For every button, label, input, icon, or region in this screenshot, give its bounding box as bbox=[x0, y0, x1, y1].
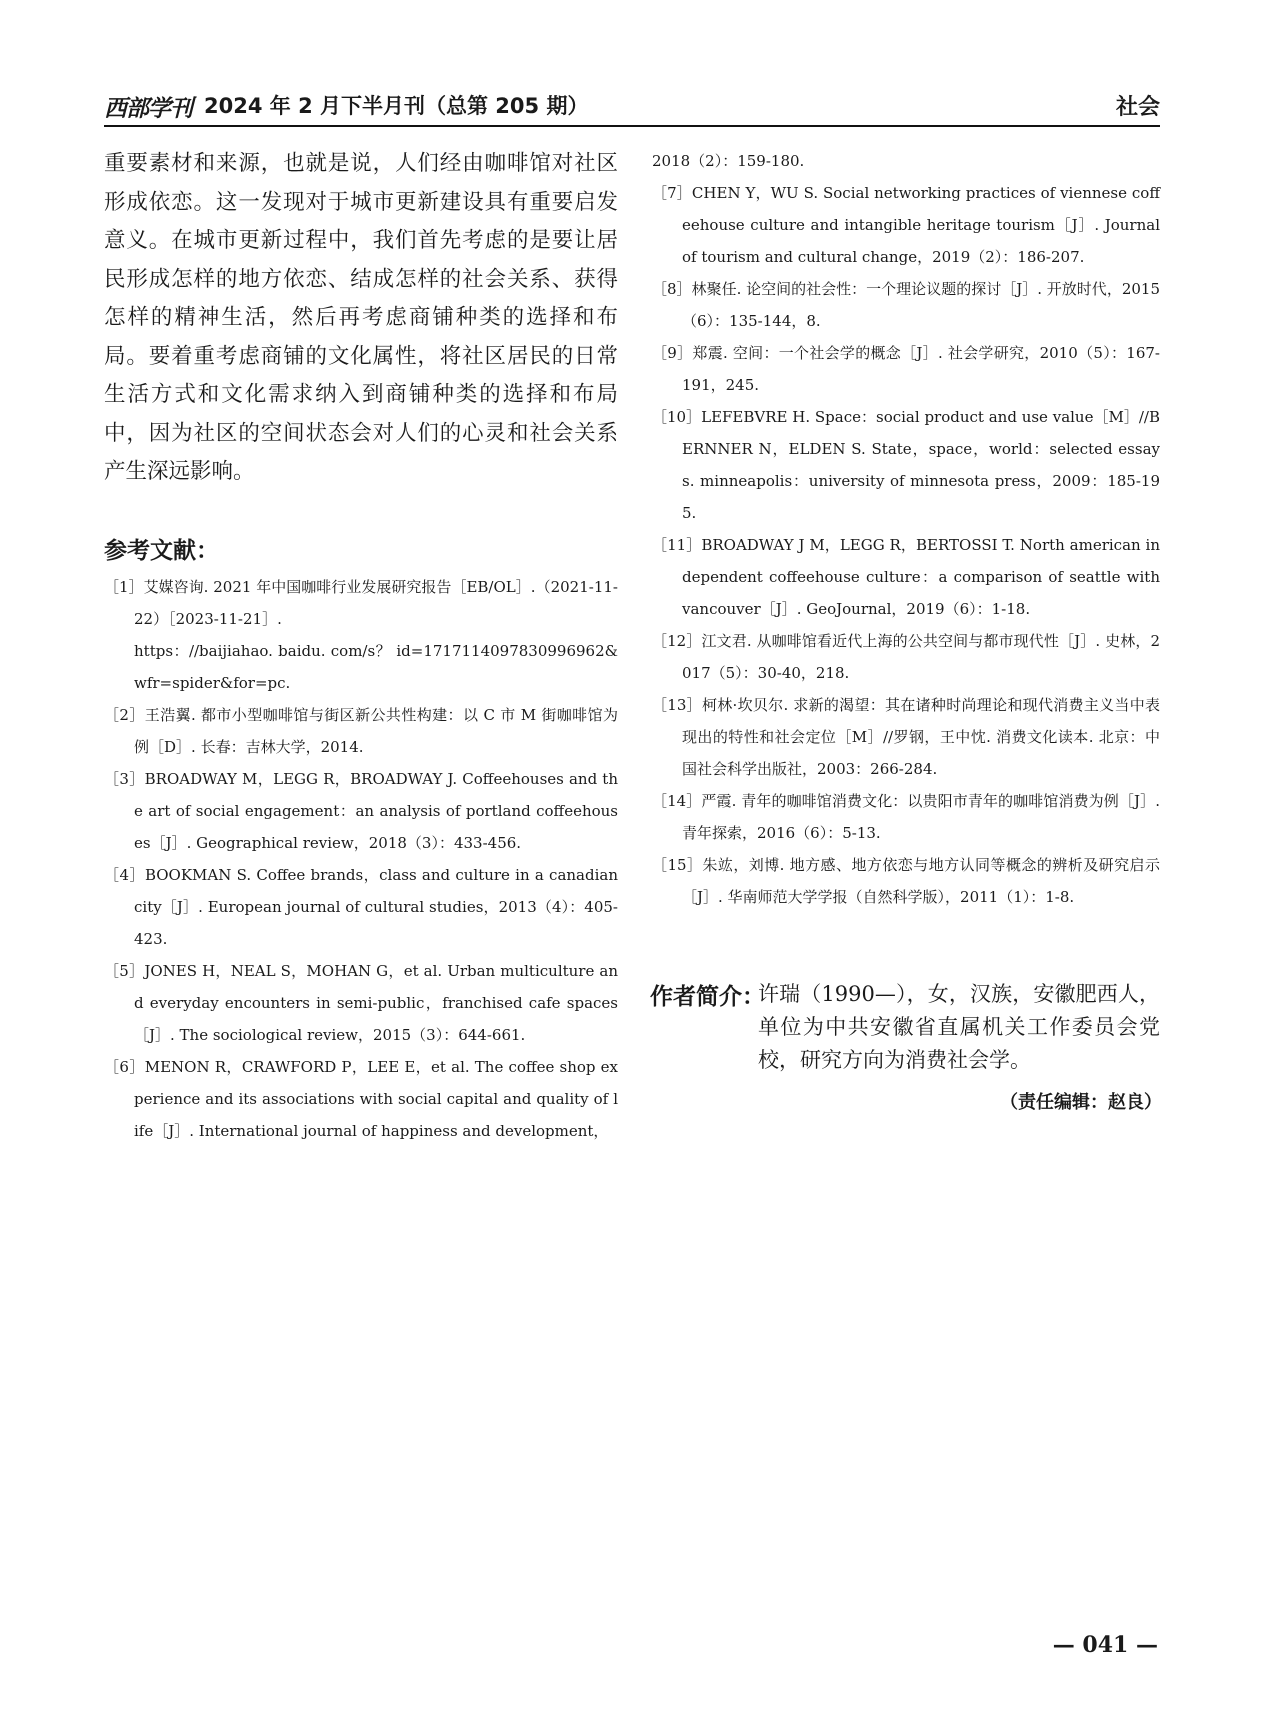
body-paragraph: 重要素材和来源，也就是说，人们经由咖啡馆对社区形成依恋。这一发现对于城市更新建设具有重要启发意义。在城市更新过程中，我们首先考虑的是要让居民形成怎样的地方依恋、结成怎样的社会关系、获得怎样的精神生活，然后再考虑商铺种类的选择和布局。要着重考虑商铺的文化属性，将社区居民的日常生活方式和文化需求纳入到商铺种类的选择和布局中，因为社区的空间状态会对人们的心灵和社会关系产生深远影响。 bbox=[104, 151, 618, 484]
reference-item: ［11］BROADWAY J M，LEGG R，BERTOSSI T. North american independent coffeehouse culture：a comparison of seattle with vancouver［J］. GeoJournal，2019（6）：1-18. bbox=[652, 536, 1160, 618]
author-label: 作者简介： bbox=[650, 984, 765, 1010]
page-number: — 041 — bbox=[1052, 1632, 1158, 1658]
reference-item: ［5］JONES H，NEAL S，MOHAN G，et al. Urban multiculture and everyday encounters in semi-public，franchised cafe spaces［J］. The sociological review，2015（3）：644-661. bbox=[104, 961, 618, 1044]
author-bio: 许瑞（1990—），女，汉族，安徽肥西人，单位为中共安徽省直属机关工作委员会党校，研究方向为消费社会学。 bbox=[758, 982, 1160, 1072]
reference-item: ［8］林聚任. 论空间的社会性：一个理论议题的探讨［J］. 开放时代，2015（6）：135-144，8. bbox=[652, 280, 1160, 330]
reference-item: ［12］江文君. 从咖啡馆看近代上海的公共空间与都市现代性［J］. 史林，2017（5）：30-40，218. bbox=[652, 632, 1160, 682]
responsible-editor: （责任编辑：赵良） bbox=[1000, 1092, 1162, 1113]
left-column bbox=[104, 145, 618, 1147]
reference-item: ［1］艾媒咨询. 2021 年中国咖啡行业发展研究报告［EB/OL］.（2021-11-22）［2023-11-21］. bbox=[104, 577, 618, 628]
right-column bbox=[652, 145, 1160, 913]
references-title: 参考文献： bbox=[104, 537, 219, 564]
reference-item: ［15］朱竑，刘博. 地方感、地方依恋与地方认同等概念的辨析及研究启示［J］. 华南师范大学学报（自然科学版），2011（1）：1-8. bbox=[652, 856, 1160, 906]
section-name: 社会 bbox=[1115, 95, 1160, 120]
reference-item: ［3］BROADWAY M，LEGG R，BROADWAY J. Coffeehouses and the art of social engagement：an analysis of portland coffeehouses［J］. Geographical review，2018（3）：433-456. bbox=[104, 769, 618, 852]
reference-item: ［4］BOOKMAN S. Coffee brands，class and culture in a canadian city［J］. European journal of cultural studies，2013（4）：405-423. bbox=[104, 865, 618, 948]
issue-info: 2024 年 2 月下半月刊（总第 205 期） bbox=[204, 94, 589, 118]
reference-url: https：//baijiahao. baidu. com/s？ id=1717114097830996962&wfr=spider&for=pc. bbox=[134, 641, 618, 692]
journal-logo: 西部学刊 bbox=[104, 95, 192, 122]
reference-item: ［9］郑震. 空间：一个社会学的概念［J］. 社会学研究，2010（5）：167-191，245. bbox=[652, 344, 1160, 394]
page-header bbox=[104, 88, 1160, 124]
reference-item: ［10］LEFEBVRE H. Space：social product and use value［M］//BERNNER N，ELDEN S. State，space，world：selected essays. minneapolis：university of minnesota press，2009：185-195. bbox=[652, 408, 1160, 522]
reference-item: ［7］CHEN Y，WU S. Social networking practices of viennese coffeehouse culture and intangible heritage tourism［J］. Journal of tourism and cultural change，2019（2）：186-207. bbox=[652, 184, 1160, 266]
reference-item: ［14］严霞. 青年的咖啡馆消费文化：以贵阳市青年的咖啡馆消费为例［J］. 青年探索，2016（6）：5-13. bbox=[652, 792, 1160, 842]
reference-item: ［13］柯林·坎贝尔. 求新的渴望：其在诸种时尚理论和现代消费主义当中表现出的特性和社会定位［M］//罗钢，王中忱. 消费文化读本. 北京：中国社会科学出版社，2003：266-284. bbox=[652, 696, 1160, 778]
reference-item: ［2］王浩翼. 都市小型咖啡馆与街区新公共性构建：以 C 市 M 街咖啡馆为例［D］. 长春：吉林大学，2014. bbox=[104, 705, 618, 756]
reference-continuation: 2018（2）：159-180. bbox=[652, 152, 805, 170]
header-rule bbox=[104, 125, 1160, 127]
reference-item: ［6］MENON R，CRAWFORD P，LEE E，et al. The coffee shop experience and its associations with social capital and quality of life［J］. International journal of happiness and development， bbox=[104, 1057, 618, 1140]
